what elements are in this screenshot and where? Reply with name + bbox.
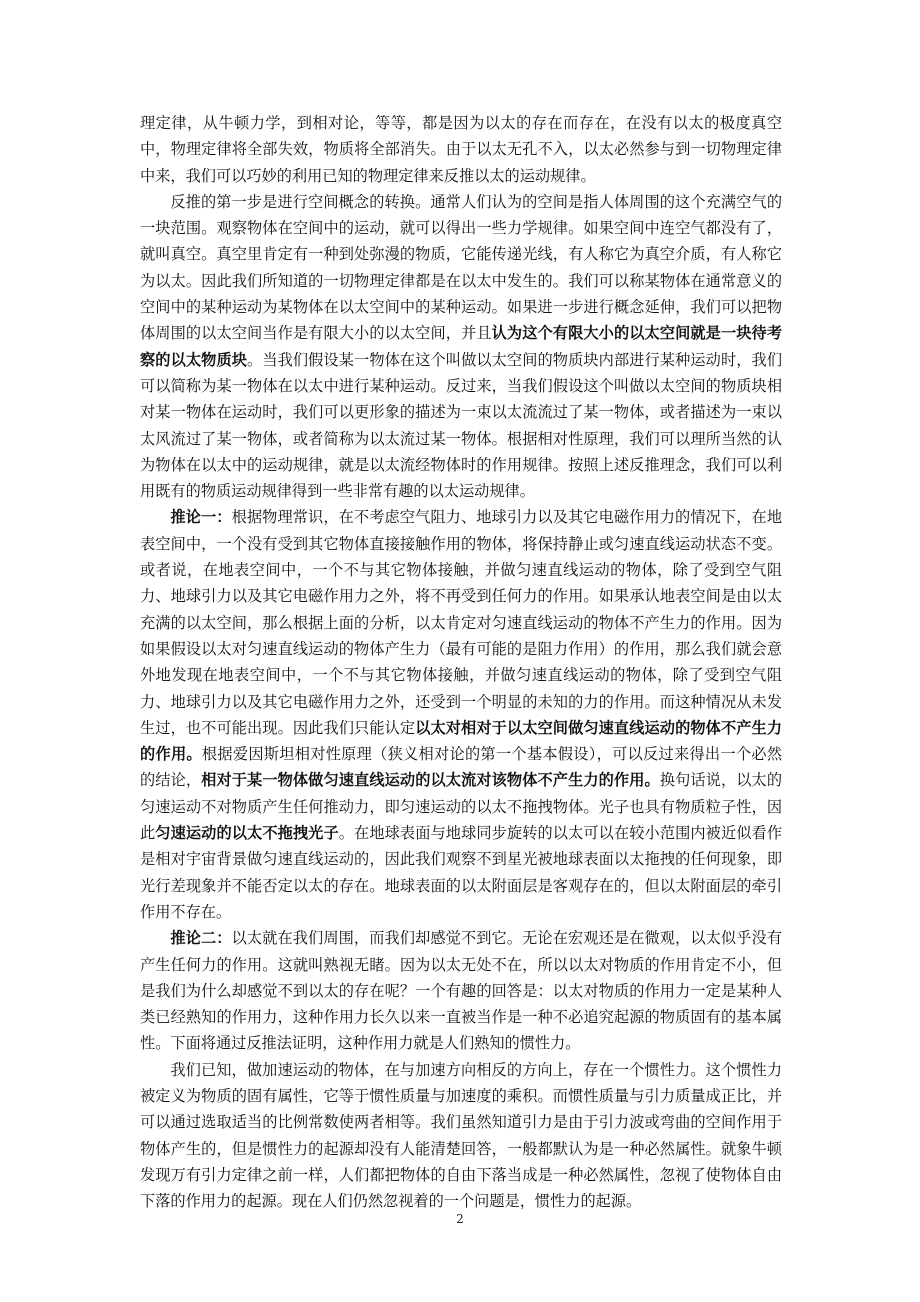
page-number: 2 bbox=[456, 1212, 464, 1226]
bold-text-segment: 以太对相对于以太空间做匀速直线运动的物体不产生力的作用。 bbox=[140, 718, 783, 764]
bold-text-segment: 认为这个有限大小的以太空间就是一块待考察的以太物质块 bbox=[140, 324, 783, 369]
bold-text-segment: 匀速运动的以太不拖拽光子 bbox=[155, 824, 339, 843]
text-segment: 理定律，从牛顿力学，到相对论，等等，都是因为以太的存在而存在，在没有以太的极度真空中，物理定律将全部失效，物质将全部消失。由于以太无孔不入，以太必然参与到一切物理定律中来，我们可以巧妙的利用已知的物理定律来反推以太的运动规律。 bbox=[140, 114, 782, 185]
text-segment: 根据物理常识，在不考虑空气阻力、地球引力以及其它电磁作用力的情况下，在地表空间中，一个没有受到其它物体直接接触作用的物体，将保持静止或匀速直线运动状态不变。或者说，在地表空间中，一个不与其它物体接触，并做匀速直线运动的物体，除了受到空气阻力、地球引力以及其它电磁作用力之外，将不再受到任何力的作用。如果承认地表空间是由以太充满的以太空间，那么根据上面的分析，以太肯定对匀速直线运动的物体不产生力的作用。因为如果假设以太对匀速直线运动的物体产生力（最有可能的是阻力作用）的作用，那么我们就会意外地发现在地表空间中，一个不与其它物体接触，并做匀速直线运动的物体，除了受到空气阻力、地球引力以及其它电磁作用力之外，还受到一个明显的未知的力的作用。而这种情况从未发生过，也不可能出现。因此我们只能认定 bbox=[140, 508, 783, 737]
paragraph bbox=[140, 925, 782, 1056]
paragraph bbox=[140, 504, 782, 925]
text-segment: 以太就在我们周围，而我们却感觉不到它。无论在宏观还是在微观，以太似乎没有产生任何力的作用。这就叫熟视无睹。因为以太无处不在，所以以太对物质的作用肯定不小，但是我们为什么却感觉不到以太的存在呢？一个有趣的回答是：以太对物质的作用力一定是某种人类已经熟知的作用力，这种作用力长久以来一直被当作是一种不必追究起源的物质固有的基本属性。下面将通过反推法证明，这种作用力就是人们熟知的惯性力。 bbox=[140, 929, 783, 1053]
paragraph bbox=[140, 189, 782, 505]
text-segment: 。当我们假设某一物体在这个叫做以太空间的物质块内部进行某种运动时，我们可以简称为某一物体在以太中进行某种运动。反过来，当我们假设这个叫做以太空间的物质块相对某一物体在运动时，我们可以更形象的描述为一束以太流流过了某一物体，或者描述为一束以太风流过了某一物体，或者简称为以太流过某一物体。根据相对性原理，我们可以理所当然的认为物体在以太中的运动规律，就是以太流经物体时的作用规律。按照上述反推理念，我们可以利用既有的物质运动规律得到一些非常有趣的以太运动规律。 bbox=[140, 350, 783, 501]
bold-text-segment: 推论二： bbox=[170, 929, 232, 948]
bold-text-segment: 相对于某一物体做匀速直线运动的以太流对该物体不产生力的作用。 bbox=[201, 771, 660, 790]
bold-text-segment: 推论一： bbox=[170, 508, 232, 527]
paragraph bbox=[140, 110, 782, 189]
text-segment: 根据爱因斯坦相对性原理（狭义相对论的第一个基本假设），可以反过来得出一个必然的结论， bbox=[140, 745, 783, 790]
paragraph bbox=[140, 1057, 782, 1215]
text-segment: 反推的第一步是进行空间概念的转换。通常人们认为的空间是指人体周围的这个充满空气的一块范围。观察物体在空间中的运动，就可以得出一些力学规律。如果空间中连空气都没有了，就叫真空。真空里肯定有一种到处弥漫的物质，它能传递光线，有人称它为真空介质，有人称它为以太。因此我们所知道的一切物理定律都是在以太中发生的。我们可以称某物体在通常意义的空间中的某种运动为某物体在以太空间中的某种运动。如果进一步进行概念延伸，我们可以把物体周围的以太空间当作是有限大小的以太空间，并且 bbox=[140, 192, 782, 343]
text-segment: 我们已知，做加速运动的物体，在与加速方向相反的方向上，存在一个惯性力。这个惯性力被定义为物质的固有属性，它等于惯性质量与加速度的乘积。而惯性质量与引力质量成正比，并可以通过选取适当的比例常数使两者相等。我们虽然知道引力是由于引力波或弯曲的空间作用于物体产生的，但是惯性力的起源却没有人能清楚回答，一般都默认为是一种必然属性。就象牛顿发现万有引力定律之前一样，人们都把物体的自由下落当成是一种必然属性，忽视了使物体自由下落的作用力的起源。现在人们仍然忽视着的一个问题是，惯性力的起源。 bbox=[140, 1060, 782, 1211]
body-text bbox=[140, 110, 782, 1214]
text-segment: 。在地球表面与地球同步旋转的以太可以在较小范围内被近似看作是相对宇宙背景做匀速直线运动的，因此我们观察不到星光被地球表面以太拖拽的任何现象，即光行差现象并不能否定以太的存在。地球表面的以太附面层是客观存在的，但以太附面层的牵引作用不存在。 bbox=[140, 824, 783, 921]
text-segment: 换句话说，以太的匀速运动不对物质产生任何推动力，即匀速运动的以太不拖拽物体。光子也具有物质粒子性，因此 bbox=[140, 771, 783, 843]
